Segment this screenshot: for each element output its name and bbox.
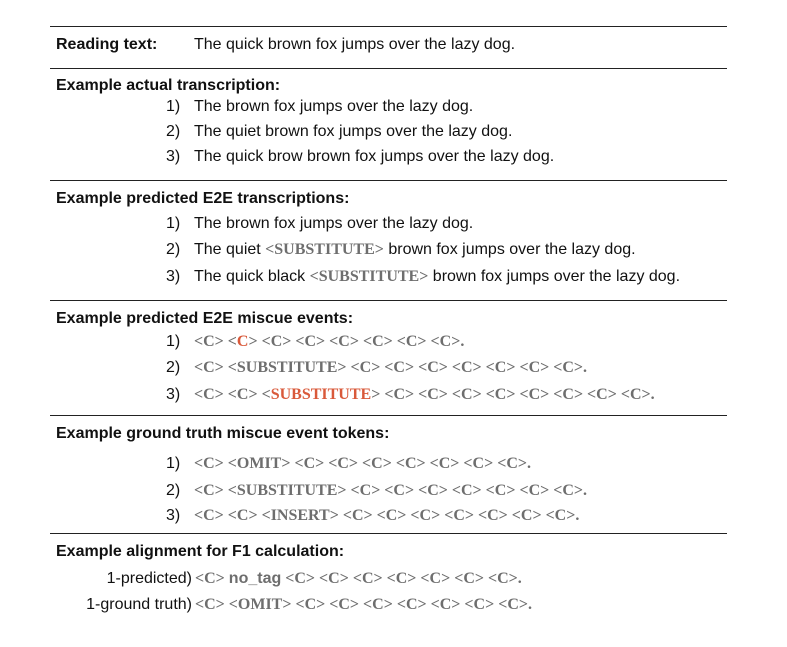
actual-transcription-item bbox=[50, 95, 727, 119]
event-tokens: <C> <OMIT> <C> <C> <C> <C> <C> <C> <C>. bbox=[194, 455, 531, 472]
event-tokens-pre: <C> < bbox=[194, 333, 237, 350]
ground-truth-item bbox=[50, 479, 727, 503]
ground-truth-item bbox=[50, 504, 727, 528]
item-text: The brown fox jumps over the lazy dog. bbox=[194, 98, 474, 115]
reading-text-label: Reading text: bbox=[56, 36, 158, 53]
predicted-event-item bbox=[50, 330, 727, 354]
section-rule bbox=[50, 68, 727, 69]
predicted-transcriptions-heading: Example predicted E2E transcriptions: bbox=[56, 190, 350, 207]
event-tokens-post: > <C> <C> <C> <C> <C> <C> <C> <C>. bbox=[371, 386, 655, 403]
section-rule bbox=[50, 180, 727, 181]
event-tokens-post: > <C> <C> <C> <C> <C> <C>. bbox=[248, 333, 465, 350]
alignment-heading-row bbox=[50, 540, 727, 564]
alignment-row-label: 1-predicted) bbox=[106, 570, 192, 587]
actual-transcription-item bbox=[50, 145, 727, 169]
predicted-events-heading-row bbox=[50, 307, 727, 331]
item-text bbox=[194, 238, 636, 262]
ground-truth-heading: Example ground truth miscue event tokens: bbox=[56, 425, 390, 442]
item-text bbox=[194, 265, 680, 289]
section-rule bbox=[50, 415, 727, 416]
alignment-heading: Example alignment for F1 calculation: bbox=[56, 543, 345, 560]
item-text-pre: The brown fox jumps over the lazy dog. bbox=[194, 215, 474, 232]
item-number: 1) bbox=[166, 98, 181, 115]
predicted-transcription-item bbox=[50, 238, 727, 262]
item-number: 1) bbox=[166, 455, 181, 472]
event-tokens-pre: <C> <C> < bbox=[194, 386, 271, 403]
item-number: 2) bbox=[166, 359, 181, 376]
predicted-events-heading: Example predicted E2E miscue events: bbox=[56, 310, 354, 327]
alignment-tokens-pre: <C> <OMIT> <C> <C> <C> <C> <C> <C> <C>. bbox=[195, 596, 532, 613]
section-rule bbox=[50, 300, 727, 301]
item-number: 3) bbox=[166, 268, 181, 285]
event-tokens bbox=[194, 383, 655, 407]
reading-text-row bbox=[50, 33, 727, 57]
item-text-pre: The quick black bbox=[194, 268, 310, 285]
item-text-post: brown fox jumps over the lazy dog. bbox=[383, 241, 636, 258]
actual-transcription-item bbox=[50, 120, 727, 144]
predicted-event-item bbox=[50, 383, 727, 407]
event-tokens: <C> <SUBSTITUTE> <C> <C> <C> <C> <C> <C> <C>. bbox=[194, 482, 588, 499]
highlighted-token: SUBSTITUTE bbox=[270, 386, 372, 403]
item-text: The quick brow brown fox jumps over the lazy dog. bbox=[194, 148, 555, 165]
item-number: 1) bbox=[166, 215, 181, 232]
item-number: 2) bbox=[166, 241, 181, 258]
item-number: 3) bbox=[166, 148, 181, 165]
highlighted-token: C bbox=[236, 333, 249, 350]
alignment-tokens-post: <C> <C> <C> <C> <C> <C> <C>. bbox=[281, 570, 522, 587]
top-rule bbox=[50, 26, 727, 27]
no-tag-token: no_tag bbox=[228, 570, 282, 587]
substitute-token: <SUBSTITUTE> bbox=[309, 268, 429, 285]
predicted-transcription-item bbox=[50, 265, 727, 289]
alignment-row-label: 1-ground truth) bbox=[86, 596, 192, 613]
item-text-post: brown fox jumps over the lazy dog. bbox=[428, 268, 681, 285]
item-number: 3) bbox=[166, 386, 181, 403]
alignment-tokens bbox=[195, 593, 532, 617]
ground-truth-heading-row bbox=[50, 422, 727, 446]
alignment-row bbox=[50, 593, 727, 617]
actual-transcription-heading: Example actual transcription: bbox=[56, 77, 281, 94]
item-number: 3) bbox=[166, 507, 181, 524]
event-tokens-pre: <C> <SUBSTITUTE> <C> <C> <C> <C> <C> <C> <C>. bbox=[194, 359, 588, 376]
item-number: 2) bbox=[166, 482, 181, 499]
event-tokens bbox=[194, 330, 464, 354]
predicted-transcription-item bbox=[50, 212, 727, 236]
predicted-transcriptions-heading-row bbox=[50, 187, 727, 211]
item-text-pre: The quiet bbox=[194, 241, 266, 258]
event-tokens bbox=[194, 356, 587, 380]
item-text: The quiet brown fox jumps over the lazy dog. bbox=[194, 123, 513, 140]
item-number: 1) bbox=[166, 333, 181, 350]
item-number: 2) bbox=[166, 123, 181, 140]
alignment-row bbox=[50, 567, 727, 591]
substitute-token: <SUBSTITUTE> bbox=[265, 241, 384, 258]
event-tokens: <C> <C> <INSERT> <C> <C> <C> <C> <C> <C> <C>. bbox=[194, 507, 580, 524]
section-rule bbox=[50, 533, 727, 534]
alignment-tokens-pre: <C> bbox=[195, 570, 229, 587]
item-text bbox=[194, 212, 473, 236]
reading-text-value: The quick brown fox jumps over the lazy dog. bbox=[194, 36, 516, 53]
predicted-event-item bbox=[50, 356, 727, 380]
alignment-tokens bbox=[195, 567, 522, 591]
ground-truth-item bbox=[50, 452, 727, 476]
